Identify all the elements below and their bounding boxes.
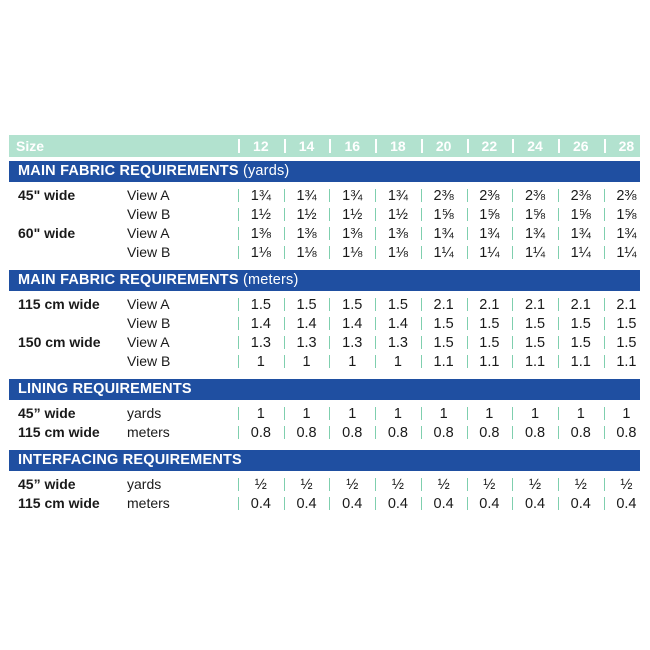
value-cell: 1 [558, 404, 604, 423]
view-label: View A [127, 187, 170, 203]
view-label: View B [127, 244, 171, 260]
value-cell: 1 [284, 404, 330, 423]
value-cell: 1¾ [329, 186, 375, 205]
view-label: meters [127, 424, 170, 440]
value-cell: 0.8 [512, 423, 558, 442]
value-cell: 1.3 [375, 333, 421, 352]
value-cell: 1.5 [604, 314, 650, 333]
value-cell: ½ [375, 475, 421, 494]
size-header-12: 12 [238, 135, 284, 157]
value-cell: 2.1 [604, 295, 650, 314]
value-cell: ½ [512, 475, 558, 494]
section-spacer [9, 371, 640, 379]
value-cell: 1.4 [375, 314, 421, 333]
size-header-14: 14 [284, 135, 330, 157]
value-cell: 1 [375, 352, 421, 371]
value-cell: 1.1 [421, 352, 467, 371]
value-cell: 0.8 [467, 423, 513, 442]
value-cell: 0.8 [558, 423, 604, 442]
view-label: View A [127, 296, 170, 312]
value-cell: 0.8 [284, 423, 330, 442]
value-cell: 1 [238, 404, 284, 423]
value-cell: 2⅜ [421, 186, 467, 205]
value-cell: 1¾ [375, 186, 421, 205]
value-cell: 1.1 [512, 352, 558, 371]
fabric-width-label: 150 cm wide [18, 334, 101, 350]
fabric-width-label: 115 cm wide [18, 296, 100, 312]
view-label: yards [127, 405, 162, 421]
value-cell: 1.5 [558, 314, 604, 333]
value-cell: 1⅝ [512, 205, 558, 224]
value-cell: 0.4 [329, 494, 375, 513]
value-cell: 1.1 [558, 352, 604, 371]
value-cell: 1⅛ [375, 243, 421, 262]
value-cell: 1 [467, 404, 513, 423]
fabric-width-label: 60" wide [18, 225, 76, 241]
fabric-width-label: 115 cm wide [18, 424, 100, 440]
section-title: INTERFACING REQUIREMENTS [18, 452, 242, 468]
view-label: meters [127, 495, 170, 511]
value-cell: 1¾ [558, 224, 604, 243]
view-label: View B [127, 315, 171, 331]
value-cell: 1⅛ [238, 243, 284, 262]
value-cell: 1 [329, 404, 375, 423]
value-cell: 1⅜ [238, 224, 284, 243]
value-cell: 1.5 [467, 314, 513, 333]
value-cell: 1.5 [421, 333, 467, 352]
value-cell: 1 [604, 404, 650, 423]
value-cell: 1.4 [329, 314, 375, 333]
fabric-width-label: 115 cm wide [18, 495, 100, 511]
size-header-22: 22 [467, 135, 513, 157]
value-cell: 1¼ [558, 243, 604, 262]
section-title-bar [9, 379, 640, 400]
section-title: MAIN FABRIC REQUIREMENTS [18, 272, 239, 288]
value-cell: 2.1 [512, 295, 558, 314]
value-cell: ½ [558, 475, 604, 494]
section-spacer [9, 442, 640, 450]
value-cell: 1 [238, 352, 284, 371]
value-cell: 1.5 [375, 295, 421, 314]
table-row [9, 186, 640, 205]
size-header-26: 26 [558, 135, 604, 157]
value-cell: 1½ [375, 205, 421, 224]
section-title: LINING REQUIREMENTS [18, 381, 192, 397]
value-cell: 0.8 [329, 423, 375, 442]
value-cell: 1.4 [238, 314, 284, 333]
value-cell: 1.5 [512, 333, 558, 352]
value-cell: 1.3 [329, 333, 375, 352]
value-cell: ½ [329, 475, 375, 494]
size-header-18: 18 [375, 135, 421, 157]
value-cell: 1.3 [284, 333, 330, 352]
value-cell: 0.8 [375, 423, 421, 442]
view-label: View B [127, 206, 171, 222]
value-cell: 1.5 [421, 314, 467, 333]
value-cell: 2.1 [558, 295, 604, 314]
value-cell: 1.5 [558, 333, 604, 352]
table-row [9, 352, 640, 371]
value-cell: 0.4 [421, 494, 467, 513]
value-cell: 1.1 [467, 352, 513, 371]
size-header-20: 20 [421, 135, 467, 157]
section-title-bar [9, 450, 640, 471]
size-header-24: 24 [512, 135, 558, 157]
value-cell: 1⅝ [467, 205, 513, 224]
value-cell: 1¼ [421, 243, 467, 262]
table-row [9, 494, 640, 513]
value-cell: ½ [604, 475, 650, 494]
value-cell: 1 [512, 404, 558, 423]
value-cell: 1.3 [238, 333, 284, 352]
table-row [9, 423, 640, 442]
value-cell: 1.5 [467, 333, 513, 352]
value-cell: ½ [238, 475, 284, 494]
section-spacer [9, 262, 640, 270]
value-cell: ½ [421, 475, 467, 494]
table-row [9, 475, 640, 494]
value-cell: 1¾ [467, 224, 513, 243]
value-cell: 2⅜ [604, 186, 650, 205]
value-cell: 2.1 [467, 295, 513, 314]
value-cell: 0.4 [558, 494, 604, 513]
table-row [9, 243, 640, 262]
section-unit: (meters) [242, 272, 299, 288]
value-cell: 1.5 [329, 295, 375, 314]
value-cell: 1¾ [421, 224, 467, 243]
view-label: View A [127, 225, 170, 241]
value-cell: 1⅝ [421, 205, 467, 224]
value-cell: 0.4 [375, 494, 421, 513]
fabric-width-label: 45" wide [18, 187, 76, 203]
table-row [9, 295, 640, 314]
value-cell: 0.8 [238, 423, 284, 442]
value-cell: 0.4 [467, 494, 513, 513]
value-cell: 1⅛ [284, 243, 330, 262]
fabric-width-label: 45” wide [18, 405, 76, 421]
value-cell: 1.5 [512, 314, 558, 333]
view-label: yards [127, 476, 162, 492]
value-cell: 2⅜ [512, 186, 558, 205]
value-cell: 1½ [329, 205, 375, 224]
value-cell: 2⅜ [467, 186, 513, 205]
value-cell: 1⅜ [329, 224, 375, 243]
value-cell: 1½ [238, 205, 284, 224]
size-header-16: 16 [329, 135, 375, 157]
value-cell: 1⅛ [329, 243, 375, 262]
value-cell: 1¾ [512, 224, 558, 243]
value-cell: ½ [284, 475, 330, 494]
value-cell: 1¼ [512, 243, 558, 262]
value-cell: 0.4 [512, 494, 558, 513]
value-cell: 1¾ [284, 186, 330, 205]
value-cell: 1⅝ [604, 205, 650, 224]
fabric-requirements-chart [9, 135, 640, 513]
value-cell: 2.1 [421, 295, 467, 314]
value-cell: 0.8 [421, 423, 467, 442]
view-label: View B [127, 353, 171, 369]
section-title-bar [9, 270, 640, 291]
value-cell: ½ [467, 475, 513, 494]
section-title-bar [9, 161, 640, 182]
value-cell: 1 [284, 352, 330, 371]
value-cell: 1 [329, 352, 375, 371]
value-cell: 0.8 [604, 423, 650, 442]
value-cell: 1.1 [604, 352, 650, 371]
size-header-label: Size [16, 138, 45, 154]
value-cell: 1 [421, 404, 467, 423]
table-row [9, 404, 640, 423]
value-cell: 1½ [284, 205, 330, 224]
value-cell: 1.5 [604, 333, 650, 352]
requirements-sections [9, 157, 640, 513]
value-cell: 1¼ [604, 243, 650, 262]
value-cell: 2⅜ [558, 186, 604, 205]
table-row [9, 224, 640, 243]
value-cell: 1.5 [284, 295, 330, 314]
table-row [9, 314, 640, 333]
table-row [9, 205, 640, 224]
value-cell: 1.5 [238, 295, 284, 314]
value-cell: 1¾ [238, 186, 284, 205]
value-cell: 1⅜ [284, 224, 330, 243]
value-cell: 0.4 [238, 494, 284, 513]
value-cell: 1.4 [284, 314, 330, 333]
size-header-row [9, 135, 640, 157]
value-cell: 1¾ [604, 224, 650, 243]
value-cell: 0.4 [604, 494, 650, 513]
value-cell: 1 [375, 404, 421, 423]
value-cell: 1¼ [467, 243, 513, 262]
section-title: MAIN FABRIC REQUIREMENTS [18, 163, 239, 179]
value-cell: 1⅝ [558, 205, 604, 224]
table-row [9, 333, 640, 352]
view-label: View A [127, 334, 170, 350]
size-header-28: 28 [604, 135, 650, 157]
fabric-width-label: 45” wide [18, 476, 76, 492]
value-cell: 1⅜ [375, 224, 421, 243]
value-cell: 0.4 [284, 494, 330, 513]
section-unit: (yards) [242, 163, 290, 179]
